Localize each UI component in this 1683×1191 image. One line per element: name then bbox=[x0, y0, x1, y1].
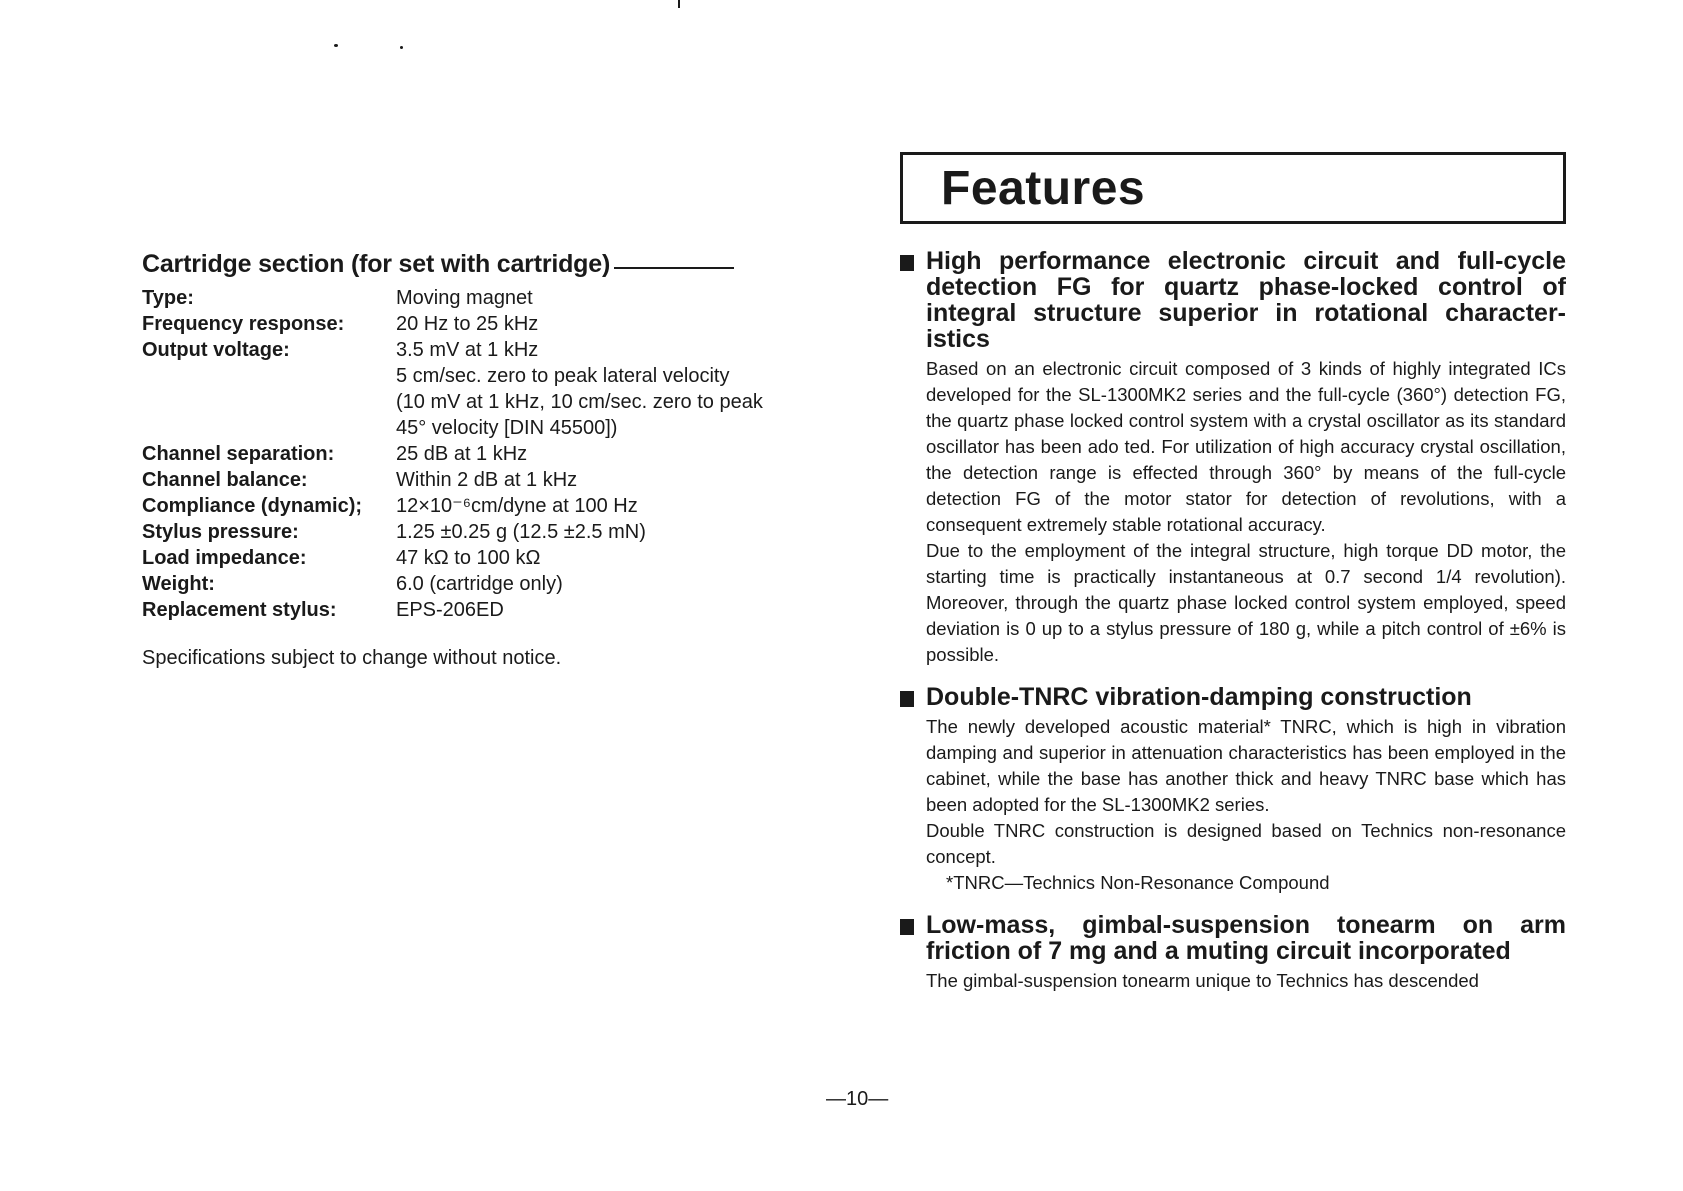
features-section bbox=[900, 152, 1566, 994]
spec-values bbox=[396, 493, 782, 519]
spec-values bbox=[396, 441, 782, 467]
spec-value: 5 cm/sec. zero to peak lateral velocity bbox=[396, 365, 730, 387]
spec-row bbox=[142, 597, 782, 623]
spec-row bbox=[142, 571, 782, 597]
spec-values bbox=[396, 597, 782, 623]
spec-values bbox=[396, 285, 782, 311]
spec-label: Channel separation: bbox=[142, 443, 335, 465]
cartridge-section-title-text: Cartridge section (for set with cartridge) bbox=[142, 250, 611, 278]
spec-row bbox=[142, 285, 782, 311]
square-bullet-icon bbox=[900, 691, 914, 707]
feature-paragraph: Double TNRC construction is designed based on Technics non-resonance concept. bbox=[926, 820, 1566, 867]
feature-heading: Low-mass, gimbal-suspension tonearm on arm friction of 7 mg and a muting circuit incorporated bbox=[926, 911, 1566, 965]
spec-row bbox=[142, 493, 782, 519]
spec-label: Stylus pressure: bbox=[142, 521, 299, 543]
feature-heading: Double-TNRC vibration-damping construction bbox=[926, 683, 1472, 711]
spec-row bbox=[142, 519, 782, 545]
spec-label: Load impedance: bbox=[142, 547, 307, 569]
spec-row bbox=[142, 441, 782, 467]
features-title-box bbox=[900, 152, 1566, 224]
spec-value: 45° velocity [DIN 45500]) bbox=[396, 417, 618, 439]
print-speck bbox=[678, 0, 680, 8]
feature-heading: High performance electronic circuit and full-cycle detection FG for quartz phase-locked control of integral structure superior in rotational character-istics bbox=[926, 247, 1566, 353]
spec-value: Within 2 dB at 1 kHz bbox=[396, 469, 578, 491]
cartridge-section-title bbox=[142, 250, 782, 279]
feature-paragraph: The newly developed acoustic material* TNRC, which is high in vibration damping and superior in attenuation characteristics has been employed in the cabinet, while the base has another thick and heavy TNRC base which has been adopted for the SL-1300MK2 series. bbox=[926, 716, 1566, 815]
spec-value: EPS-206ED bbox=[396, 599, 504, 621]
feature-item bbox=[900, 684, 1566, 896]
spec-value: 12×10⁻⁶cm/dyne at 100 Hz bbox=[396, 495, 638, 517]
feature-item bbox=[900, 912, 1566, 994]
spec-label: Weight: bbox=[142, 573, 215, 595]
feature-paragraph: Based on an electronic circuit composed of 3 kinds of highly integrated ICs developed for the SL-1300MK2 series and the full-cycle (360°) detection FG, the quartz phase locked control system with a crystal oscillator as its standard oscillator has been ado ted. For utilization of high accuracy crystal oscillation, the detection range is effected through 360° by means of the full-cycle detection FG of the motor stator for detection of revolutions, with a consequent extremely stable rotational accuracy. bbox=[926, 358, 1566, 535]
page-number: —10— bbox=[826, 1088, 889, 1110]
spec-label: Compliance (dynamic); bbox=[142, 495, 363, 517]
spec-value: 25 dB at 1 kHz bbox=[396, 443, 528, 465]
spec-value: Moving magnet bbox=[396, 287, 533, 309]
spec-values bbox=[396, 337, 782, 441]
spec-row bbox=[142, 337, 782, 441]
spec-list bbox=[142, 285, 782, 623]
spec-value: 6.0 (cartridge only) bbox=[396, 573, 563, 595]
feature-body bbox=[926, 356, 1566, 668]
spec-label: Replacement stylus: bbox=[142, 599, 337, 621]
print-speck bbox=[334, 44, 338, 47]
spec-value: 20 Hz to 25 kHz bbox=[396, 313, 539, 335]
spec-value: 3.5 mV at 1 kHz bbox=[396, 339, 539, 361]
spec-value: 47 kΩ to 100 kΩ bbox=[396, 547, 541, 569]
spec-values bbox=[396, 545, 782, 571]
title-rule bbox=[614, 267, 734, 269]
spec-label: Channel balance: bbox=[142, 469, 308, 491]
feature-paragraph: Due to the employment of the integral structure, high torque DD motor, the starting time is practically instantaneous at 0.7 second 1/4 revolution). Moreover, through the quartz phase locked control system employed, speed deviation is 0 up to a stylus pressure of 180 g, while a pitch control of ±6% is possible. bbox=[926, 540, 1566, 665]
features-title: Features bbox=[941, 161, 1146, 215]
spec-label: Frequency response: bbox=[142, 313, 345, 335]
spec-values bbox=[396, 311, 782, 337]
spec-notice: Specifications subject to change without notice. bbox=[142, 647, 562, 669]
spec-label: Type: bbox=[142, 287, 194, 309]
spec-values bbox=[396, 519, 782, 545]
cartridge-section bbox=[142, 250, 782, 670]
square-bullet-icon bbox=[900, 919, 914, 935]
square-bullet-icon bbox=[900, 255, 914, 271]
spec-value: (10 mV at 1 kHz, 10 cm/sec. zero to peak bbox=[396, 391, 763, 413]
feature-body bbox=[926, 714, 1566, 896]
spec-value: 1.25 ±0.25 g (12.5 ±2.5 mN) bbox=[396, 521, 646, 543]
spec-row bbox=[142, 311, 782, 337]
print-speck bbox=[400, 46, 403, 49]
feature-footnote: *TNRC—Technics Non-Resonance Compound bbox=[946, 872, 1330, 893]
feature-list bbox=[900, 248, 1566, 994]
spec-row bbox=[142, 467, 782, 493]
feature-paragraph: The gimbal-suspension tonearm unique to Technics has descended bbox=[926, 970, 1479, 991]
feature-item bbox=[900, 248, 1566, 668]
spec-values bbox=[396, 571, 782, 597]
spec-values bbox=[396, 467, 782, 493]
feature-body bbox=[926, 968, 1566, 994]
spec-label: Output voltage: bbox=[142, 339, 290, 361]
spec-row bbox=[142, 545, 782, 571]
